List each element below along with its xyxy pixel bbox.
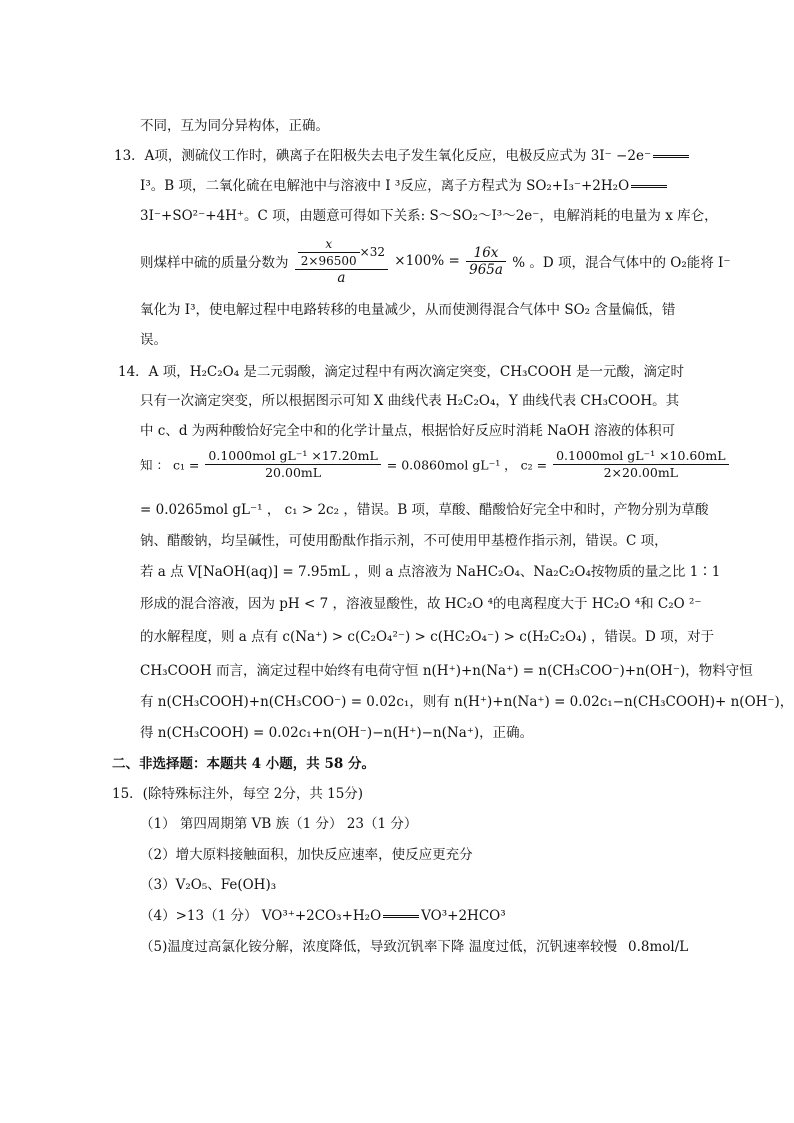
q13-mass-fraction-label: 则煤样中硫的质量分数为 [140, 255, 289, 271]
text-line-18: 有 n(CH₃COOH)+n(CH₃COO⁻) = 0.02c₁，则有 n(H⁺)+n(Na⁺) = 0.02c₁−n(CH₃COOH)+ n(OH⁻)， [140, 694, 794, 710]
q13-line-1: 13．A项，测硫仪工作时，碘离子在阳极失去电子发生氧化反应，电极反应式为 3I⁻ −2e⁻ [114, 148, 652, 164]
q15-heading: 15．(除特殊标注外，每空 2分，共 15分) [112, 786, 364, 802]
text-line-17: CH₃COOH 而言，滴定过程中始终有电荷守恒 n(H⁺)+n(Na⁺) = n(CH₃COO⁻)+n(OH⁻)，物料守恒 [140, 663, 753, 679]
text-line-19: 得 n(CH₃COOH) = 0.02c₁+n(OH⁻)−n(H⁺)−n(Na⁺)，正确。 [140, 725, 534, 741]
section-heading: 二、非选择题：本题共 4 小题，共 58 分。 [112, 756, 375, 772]
q15-answer-3: （3）V₂O₅、Fe(OH)₃ [140, 877, 277, 893]
text-line-11 [140, 448, 731, 481]
text-line-16: 的水解程度，则 a 点有 c(Na⁺) > c(C₂O₄²⁻) > c(HC₂O₄⁻) > c(H₂C₂O₄) ，错误。D 项，对于 [140, 629, 715, 645]
text-line-10: 中 c、d 为两种酸恰好完全中和的化学计量点，根据恰好反应时消耗 NaOH 溶液的体积可 [140, 423, 676, 439]
text-line-1: 不同，互为同分异构体，正确。 [140, 118, 329, 134]
text-line-3 [140, 176, 669, 196]
q15-answer-4 [140, 906, 506, 926]
q13-percent: ×100% = [394, 253, 460, 269]
text-line-14: 若 a 点 V[NaOH(aq)] = 7.95mL ，则 a 点溶液为 NaHC₂O₄、Na₂C₂O₄按物质的量之比 1∶1 [140, 564, 721, 580]
text-line-5 [140, 236, 731, 286]
q15-answer-1: （1） 第四周期第 VB 族（1 分） 23（1 分） [140, 816, 418, 832]
text-line-13: 钠、醋酸钠，均呈碱性，可使用酚酞作指示剂，不可使用甲基橙作指示剂，错误。C 项， [140, 533, 668, 549]
q13-d-item: % 。D 项，混合气体中的 O₂能将 I⁻ [512, 255, 731, 271]
c1-result: = 0.0860mol gL⁻¹ ， c₂ = [386, 457, 548, 473]
q14-label: 知 ： c₁ = [140, 457, 200, 473]
equilibrium-sign [631, 185, 667, 188]
simplified-fraction: $\frac{16x}{965a}$ [466, 245, 506, 278]
text-line-6: 氧化为 I³，使电解过程中电路转移的电量减少，从而使测得混合气体中 SO₂ 含量偏低，错 [140, 302, 676, 318]
text-line-7: 误。 [140, 332, 167, 348]
q15-answer-5 [140, 937, 617, 957]
text-line-15: 形成的混合溶液，因为 pH < 7 ，溶液显酸性，故 HC₂O ⁴的电离程度大于 HC₂O ⁴和 C₂O ²⁻ [140, 596, 702, 612]
q15-answer-2: （2）增大原料接触面积，加快反应速率，使反应更充分 [140, 847, 473, 863]
mass-fraction-formula: $\frac{x}{2\times 96500}$ ×32 a [295, 236, 388, 286]
q15-answer-5-value: 0.8mol/L [628, 939, 689, 955]
q15-answer-4-left: （4）>13（1 分） VO³⁺+2CO₃+H₂O [140, 908, 382, 924]
c1-fraction: $\frac{\text{0.1000mol gL⁻¹ ×17.20mL}}{20.00mL}$ [205, 448, 380, 481]
text-line-2 [114, 146, 691, 166]
equilibrium-sign [383, 915, 419, 918]
text-line-12: = 0.0265mol gL⁻¹ ， c₁ > 2c₂ ，错误。B 项，草酸、醋酸恰好完全中和时，产物分别为草酸 [140, 502, 709, 518]
equilibrium-sign [653, 155, 689, 158]
q15-answer-5-text: （5)温度过高氯化铵分解，浓度降低，导致沉钒率下降 温度过低，沉钒速率较慢 [140, 939, 618, 955]
q15-answer-4-right: VO³+2HCO³ [421, 908, 506, 924]
text-line-9: 只有一次滴定突变，所以根据图示可知 X 曲线代表 H₂C₂O₄，Y 曲线代表 CH₃COOH。其 [140, 393, 680, 409]
q13-line-2: I³。B 项，二氧化硫在电解池中与溶液中 I ³反应，离子方程式为 SO₂+I₃⁻+2H₂O [140, 178, 630, 194]
text-line-8: 14．A 项，H₂C₂O₄ 是二元弱酸，滴定过程中有两次滴定突变，CH₃COOH 是一元酸，滴定时 [118, 364, 684, 380]
c2-fraction: $\frac{\text{0.1000mol gL⁻¹ ×10.60mL}}{2\times 20.00mL}$ [553, 448, 728, 481]
text-line-4: 3I⁻+SO²⁻+4H⁺。C 项，由题意可得如下关系: S～SO₂～I³～2e⁻，电解消耗的电量为 x 库仑， [140, 208, 718, 224]
